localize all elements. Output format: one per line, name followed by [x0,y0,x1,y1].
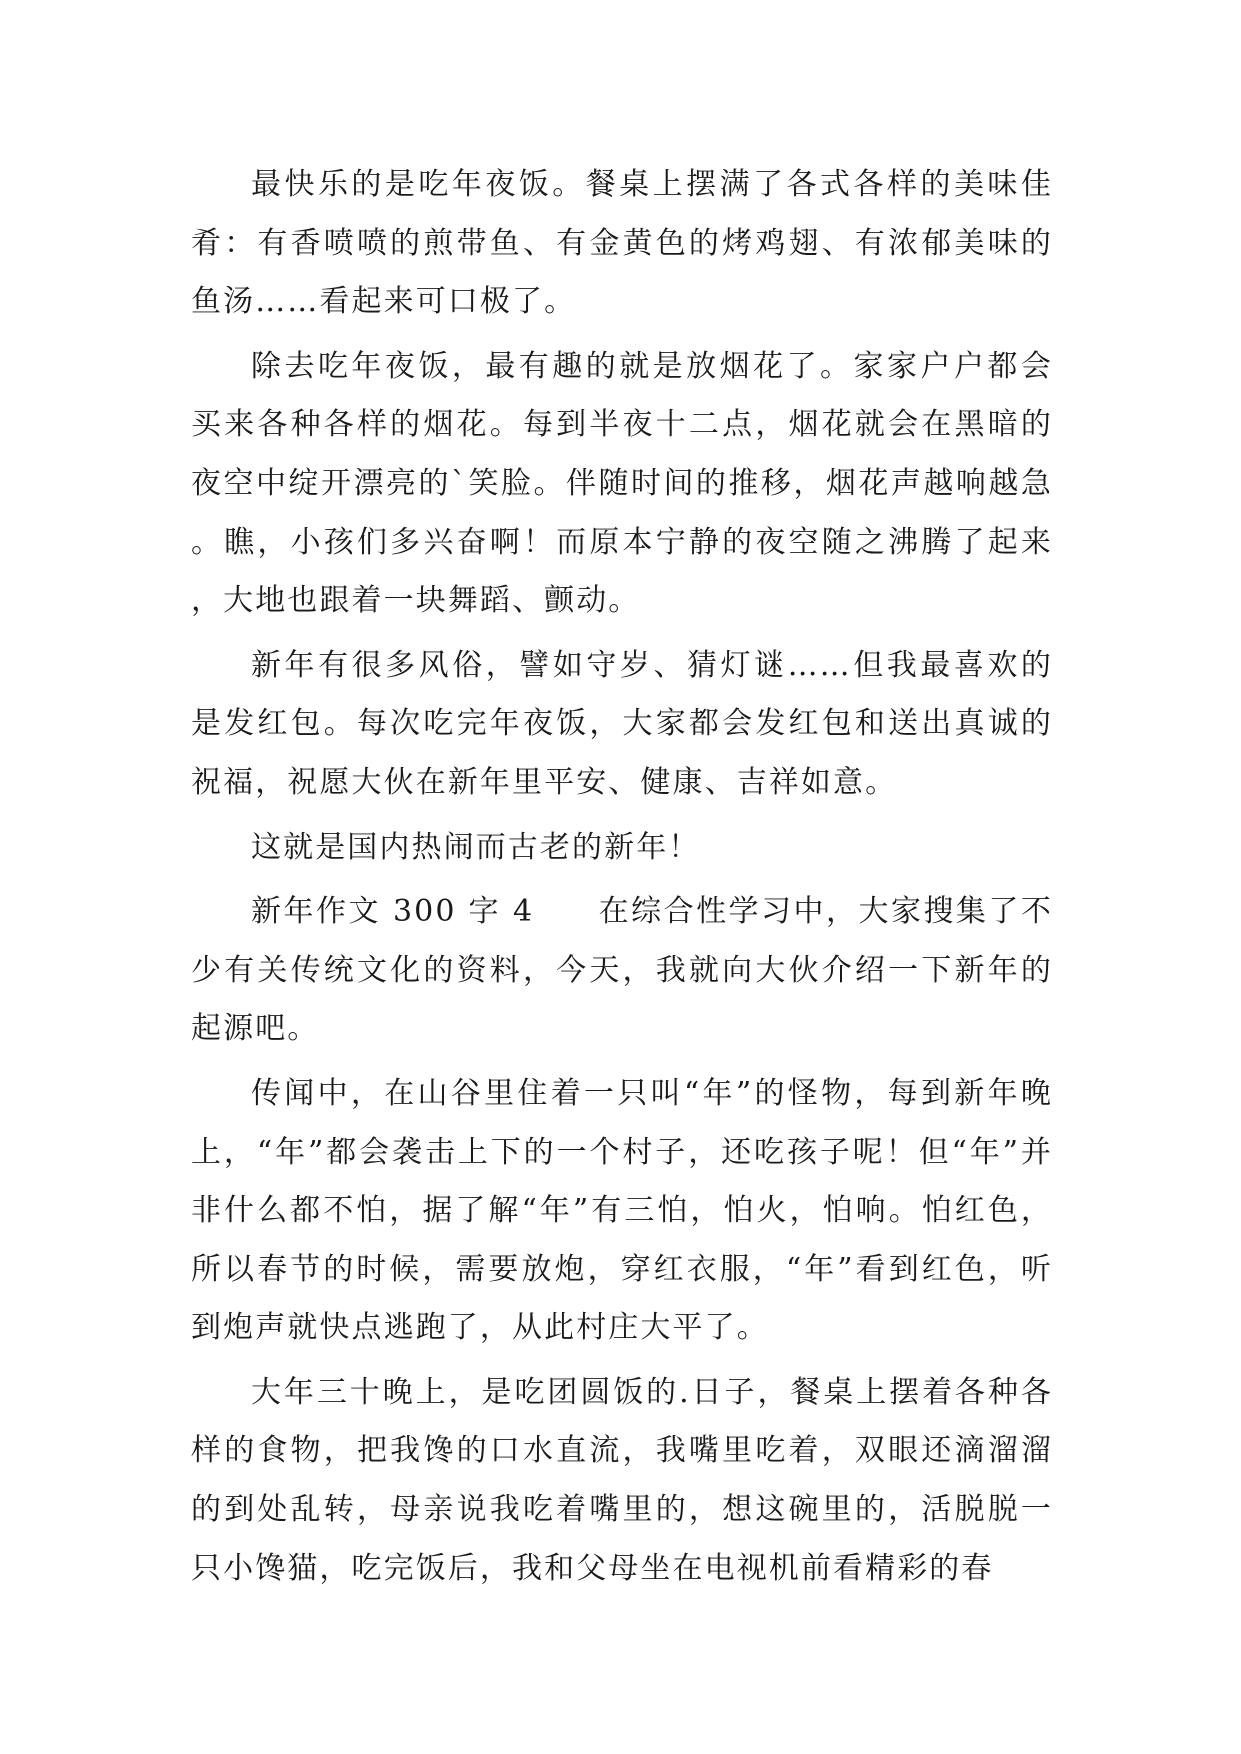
paragraph: 传闻中，在山谷里住着一只叫“年”的怪物，每到新年晚上，“年”都会袭击上下的一个村子，还吃孩子呢！但“年”并非什么都不怕，据了解“年”有三怕，怕火，怕响。怕红色，所以春节的时候，需要放炮，穿红衣服，“年”看到红色，听到炮声就快点逃跑了，从此村庄大平了。 [191,1075,1053,1346]
paragraph: 新年有很多风俗，譬如守岁、猜灯谜……但我最喜欢的是发红包。每次吃完年夜饭，大家都会发红包和送出真诚的祝福，祝愿大伙在新年里平安、健康、吉祥如意。 [191,647,1053,800]
section-paragraph [191,883,1053,1059]
document-body [191,156,1053,1604]
paragraph: 除去吃年夜饭，最有趣的就是放烟花了。家家户户都会买来各种各样的烟花。每到半夜十二点，烟花就会在黑暗的夜空中绽开漂亮的`笑脸。伴随时间的推移，烟花声越响越急。瞧，小孩们多兴奋啊！而原本宁静的夜空随之沸腾了起来，大地也跟着一块舞蹈、颤动。 [191,348,1053,619]
section-heading: 新年作文 300 字 4 [251,894,535,930]
paragraph: 大年三十晚上，是吃团圆饭的.日子，餐桌上摆着各种各样的食物，把我馋的口水直流，我嘴里吃着，双眼还滴溜溜的到处乱转，母亲说我吃着嘴里的，想这碗里的，活脱脱一只小馋猫，吃完饭后，我和父母坐在电视机前看精彩的春 [191,1374,1053,1586]
section-intro: 在综合性学习中，大家搜集了不少有关传统文化的资料，今天，我就向大伙介绍一下新年的起源吧。 [191,894,1054,1047]
paragraph: 最快乐的是吃年夜饭。餐桌上摆满了各式各样的美味佳肴：有香喷喷的煎带鱼、有金黄色的烤鸡翅、有浓郁美味的鱼汤……看起来可口极了。 [191,167,1053,320]
paragraph: 这就是国内热闹而古老的新年！ [251,829,701,865]
